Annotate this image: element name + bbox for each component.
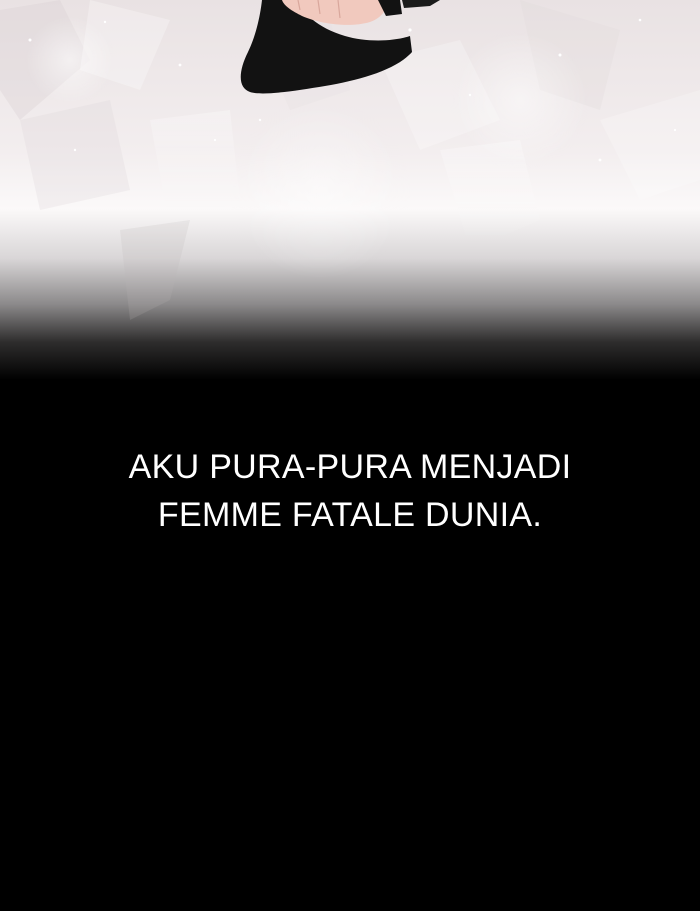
illustration-svg	[0, 0, 700, 380]
caption-line-2: FEMME FATALE DUNIA.	[157, 496, 543, 534]
caption-line-1: AKU PURA-PURA MENJADI	[128, 448, 572, 486]
narration-caption	[0, 443, 700, 539]
sparkle-floor-illustration	[0, 0, 700, 380]
